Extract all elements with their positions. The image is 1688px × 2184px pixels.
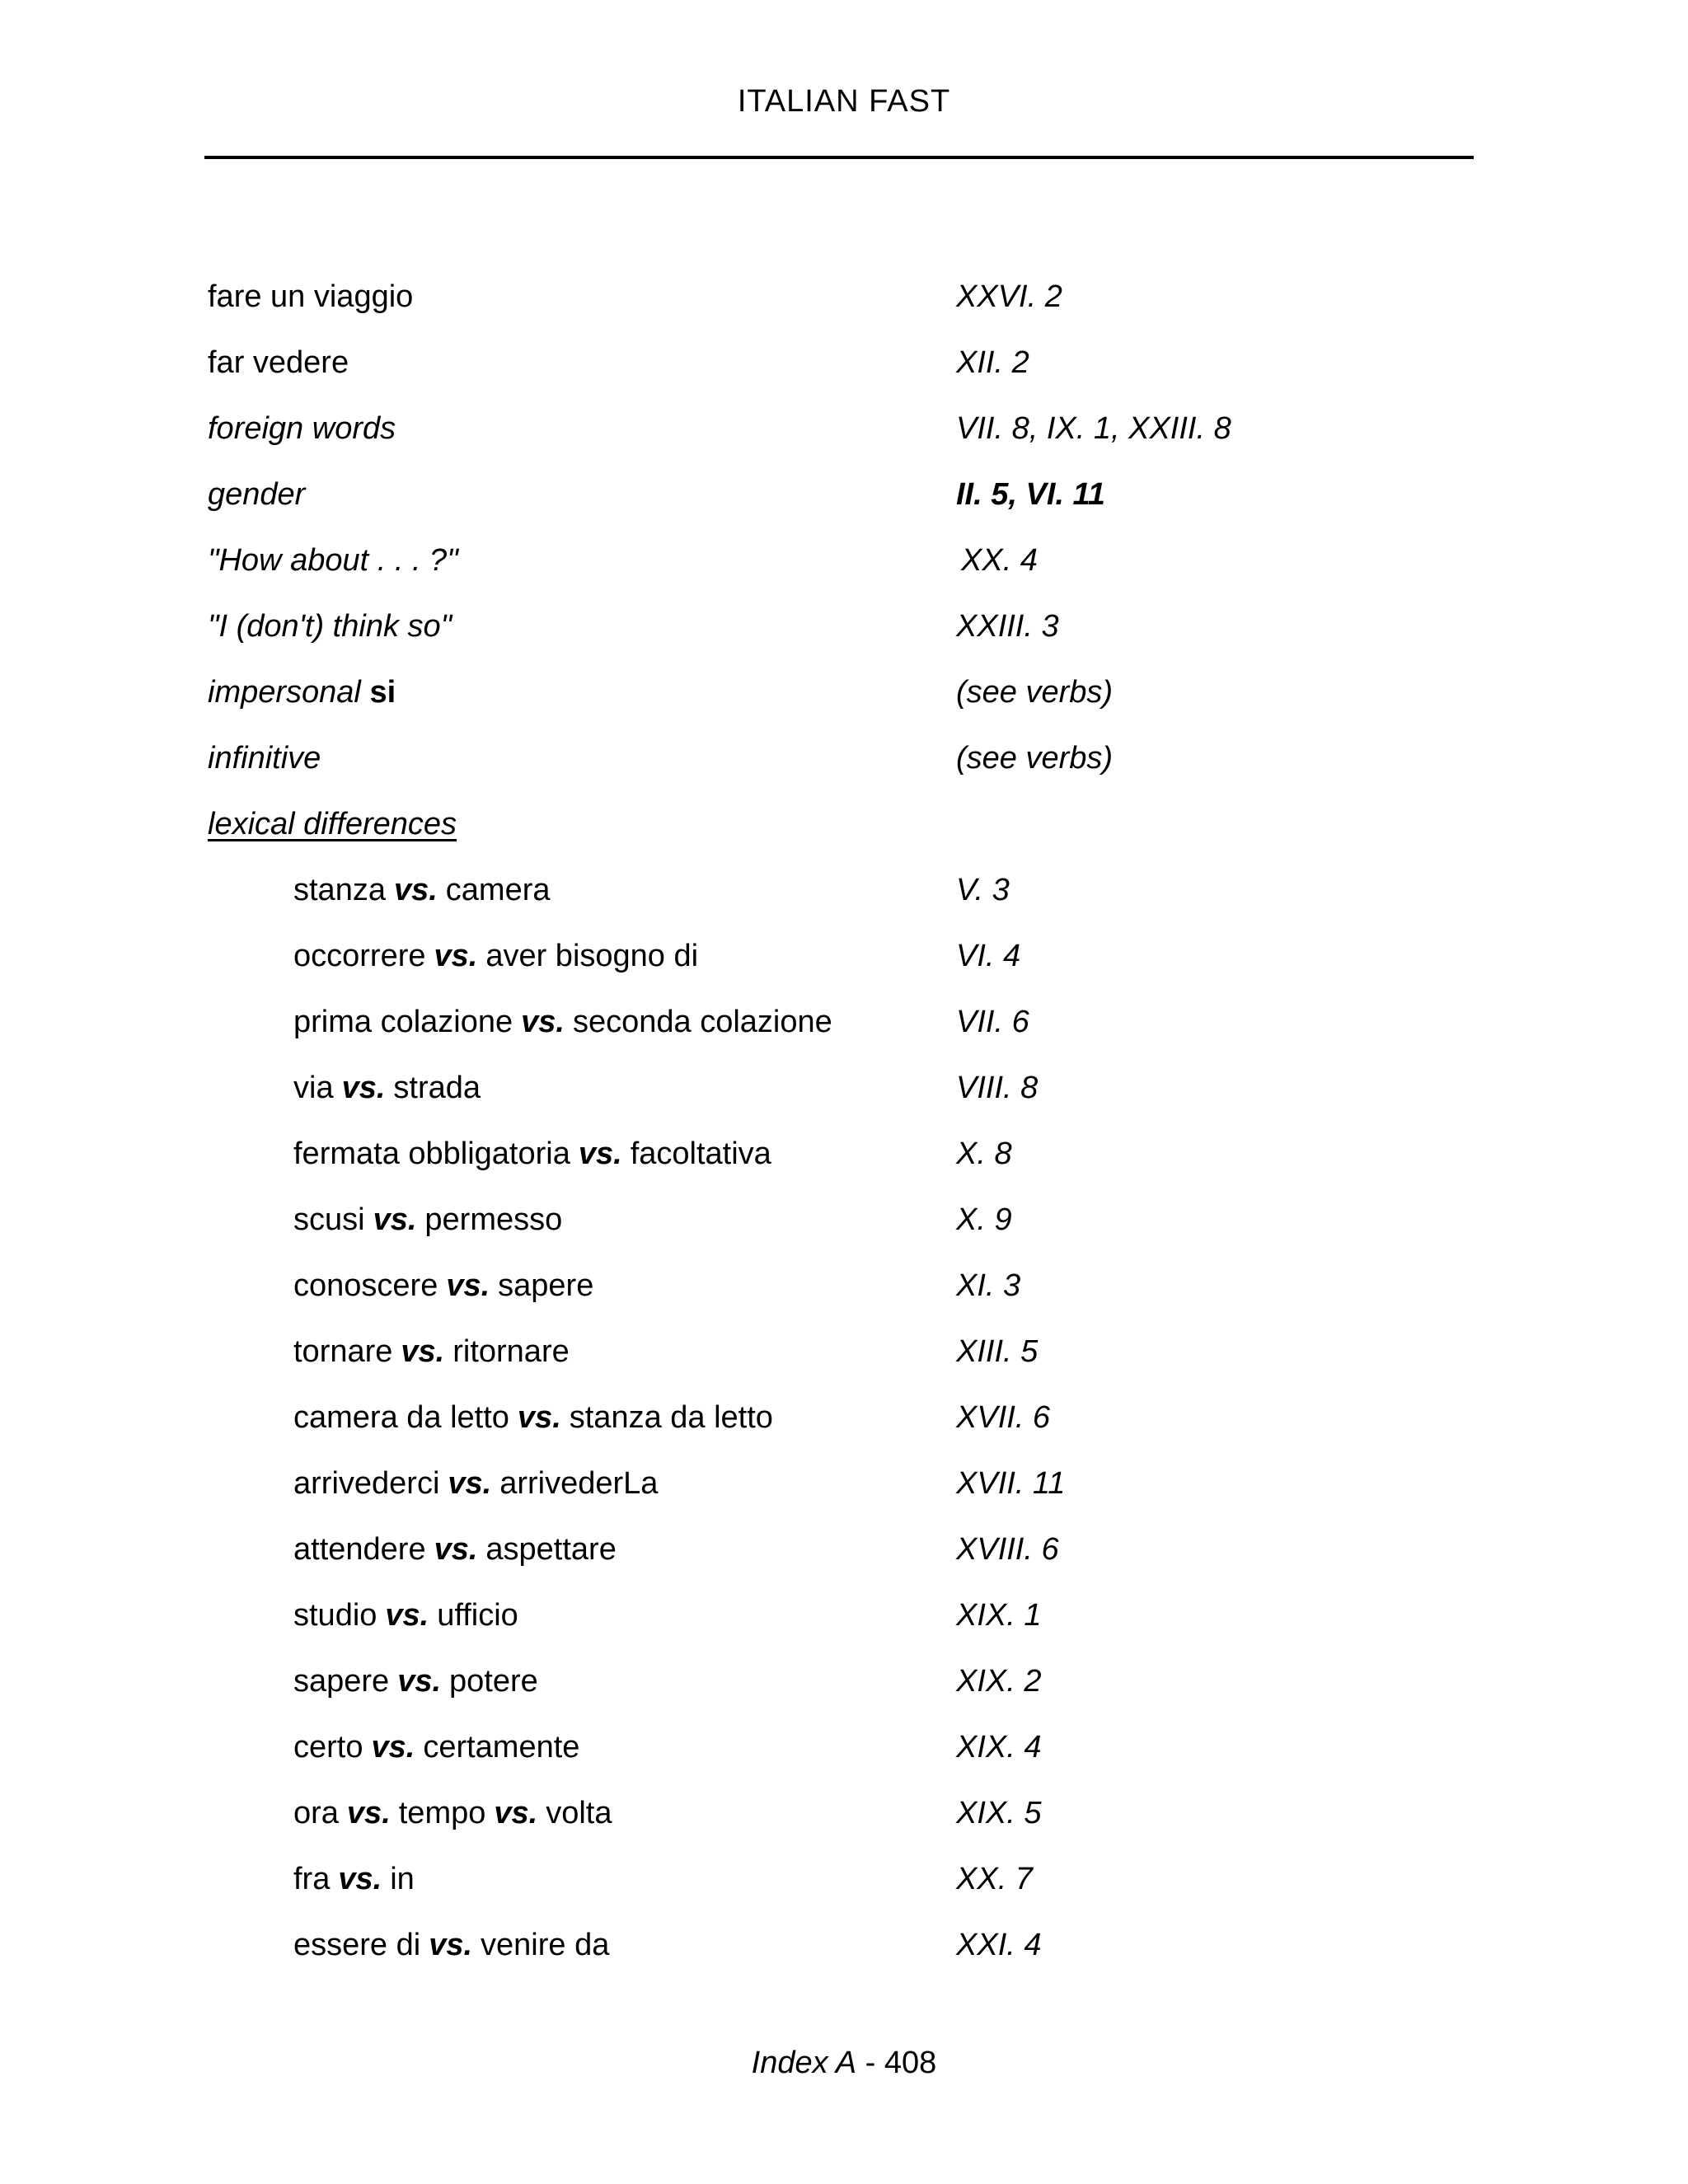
entry-reference: XIII. 5 (956, 1334, 1039, 1369)
term-a: fra (293, 1862, 331, 1896)
term-a: tornare (293, 1334, 393, 1369)
vs-label: vs. (346, 1796, 391, 1830)
lexical-pair (293, 931, 698, 981)
entry-reference: VIII. 8 (956, 1071, 1039, 1105)
entry-reference: V. 3 (956, 873, 1010, 907)
term-b: strada (393, 1071, 481, 1105)
term-a: attendere (293, 1532, 426, 1567)
lexical-pair (293, 1657, 538, 1706)
vs-label: vs. (371, 1730, 415, 1765)
vs-label: vs. (397, 1664, 442, 1699)
lexical-pair (293, 1459, 658, 1508)
index-entry (0, 602, 1688, 651)
term-b: aspettare (485, 1532, 617, 1567)
lexical-pair (293, 1854, 415, 1904)
entry-reference: XII. 2 (956, 345, 1029, 380)
vs-label: vs. (578, 1137, 622, 1171)
entry-reference: XIX. 2 (956, 1664, 1042, 1699)
lexical-entry (0, 1393, 1688, 1442)
lexical-entry (0, 1063, 1688, 1113)
term-a: scusi (293, 1202, 365, 1237)
term-b: stanza da letto (569, 1400, 773, 1435)
vs-label: vs. (494, 1796, 538, 1830)
index-entry (0, 272, 1688, 321)
lexical-pair (293, 1788, 612, 1838)
lexical-entry (0, 865, 1688, 915)
header-divider (204, 156, 1474, 159)
term-a: fermata obbligatoria (293, 1137, 570, 1171)
term-b: aver bisogno di (485, 939, 699, 973)
vs-label: vs. (338, 1862, 382, 1896)
entry-reference: XVII. 11 (956, 1466, 1066, 1501)
entry-reference: VII. 8, IX. 1, XXIII. 8 (956, 411, 1231, 446)
lexical-entry (0, 1261, 1688, 1310)
term-b: tempo (398, 1796, 486, 1830)
index-entry (0, 404, 1688, 453)
page-header-title: ITALIAN FAST (737, 84, 951, 119)
term-a: sapere (293, 1664, 390, 1699)
term-b: facoltativa (630, 1137, 771, 1171)
vs-label: vs. (521, 1005, 565, 1039)
page-number: 408 (884, 2046, 937, 2080)
entry-term: foreign words (208, 411, 396, 446)
term-a: studio (293, 1598, 377, 1633)
term-a: ora (293, 1796, 339, 1830)
term-a: via (293, 1071, 334, 1105)
entry-reference: XIX. 4 (956, 1730, 1042, 1765)
lexical-entry (0, 1591, 1688, 1640)
term-b: permesso (424, 1202, 563, 1237)
term-a: arrivederci (293, 1466, 440, 1501)
entry-reference: VI. 4 (956, 939, 1021, 973)
lexical-pair (293, 1393, 773, 1442)
lexical-entry (0, 1788, 1688, 1838)
entry-reference: X. 8 (956, 1137, 1012, 1171)
entry-reference: II. 5, VI. 11 (956, 477, 1105, 512)
lexical-entry (0, 1129, 1688, 1179)
entry-reference: XX. 4 (961, 543, 1038, 578)
entry-reference: XVIII. 6 (956, 1532, 1059, 1567)
term-a: occorrere (293, 939, 426, 973)
vs-label: vs. (341, 1071, 386, 1105)
entry-term-suffix: si (369, 675, 396, 710)
page-footer (0, 2044, 1688, 2082)
lexical-pair (293, 1327, 570, 1376)
entry-reference: XI. 3 (956, 1268, 1021, 1303)
lexical-entry (0, 1195, 1688, 1244)
term-a: stanza (293, 873, 386, 907)
index-entry (0, 668, 1688, 717)
lexical-pair (293, 1129, 771, 1179)
vs-label: vs. (448, 1466, 492, 1501)
term-b: certamente (423, 1730, 580, 1765)
lexical-pair (293, 997, 832, 1047)
entry-reference: XX. 7 (956, 1862, 1033, 1896)
entry-term: "I (don't) think so" (208, 609, 452, 644)
lexical-pair (293, 1261, 593, 1310)
entry-reference: XIX. 5 (956, 1796, 1042, 1830)
term-b: potere (449, 1664, 538, 1699)
index-entry (0, 536, 1688, 585)
vs-label: vs. (517, 1400, 561, 1435)
entry-reference: XVII. 6 (956, 1400, 1051, 1435)
vs-label: vs. (393, 873, 438, 907)
index-entry (0, 733, 1688, 783)
lexical-entry (0, 1327, 1688, 1376)
index-entry (0, 338, 1688, 387)
index-entry (0, 470, 1688, 519)
footer-separator: - (856, 2046, 884, 2080)
index-section-heading (0, 799, 1688, 849)
entry-reference: (see verbs) (956, 741, 1114, 776)
lexical-pair (293, 1063, 481, 1113)
vs-label: vs. (401, 1334, 445, 1369)
entry-term: gender (208, 477, 306, 512)
vs-label: vs. (373, 1202, 417, 1237)
entry-term: far vedere (208, 345, 349, 380)
term-b: camera (445, 873, 551, 907)
lexical-pair (293, 1920, 609, 1970)
lexical-pair (293, 1195, 562, 1244)
entry-reference: VII. 6 (956, 1005, 1029, 1039)
term-b: seconda colazione (572, 1005, 832, 1039)
lexical-entry (0, 997, 1688, 1047)
entry-term: infinitive (208, 741, 321, 776)
vs-label: vs. (429, 1928, 473, 1962)
term-a: conoscere (293, 1268, 438, 1303)
lexical-pair (293, 1525, 617, 1574)
entry-reference: X. 9 (956, 1202, 1012, 1237)
lexical-entry (0, 1854, 1688, 1904)
lexical-entry (0, 1657, 1688, 1706)
lexical-entry (0, 1459, 1688, 1508)
lexical-entry (0, 1920, 1688, 1970)
term-b: in (390, 1862, 415, 1896)
term-b: arrivederLa (499, 1466, 659, 1501)
term-a: essere di (293, 1928, 421, 1962)
entry-reference: XXI. 4 (956, 1928, 1042, 1962)
term-a: camera da letto (293, 1400, 509, 1435)
lexical-entry (0, 1722, 1688, 1772)
entry-reference: XXIII. 3 (956, 609, 1059, 644)
term-a: prima colazione (293, 1005, 513, 1039)
entry-term: fare un viaggio (208, 279, 414, 314)
term-b: ufficio (437, 1598, 518, 1633)
vs-label: vs. (434, 939, 478, 973)
vs-label: vs. (385, 1598, 429, 1633)
footer-label: Index A (751, 2046, 857, 2080)
lexical-pair (293, 1722, 579, 1772)
lexical-entry (0, 1525, 1688, 1574)
term-b: venire da (481, 1928, 610, 1962)
term-b: sapere (498, 1268, 594, 1303)
entry-reference: XIX. 1 (956, 1598, 1042, 1633)
term-c: volta (546, 1796, 612, 1830)
entry-reference: (see verbs) (956, 675, 1114, 710)
entry-term: impersonal (208, 675, 361, 710)
vs-label: vs. (434, 1532, 478, 1567)
entry-term: "How about . . . ?" (208, 543, 458, 578)
term-a: certo (293, 1730, 363, 1765)
entry-term-group (208, 668, 396, 717)
section-heading-lexical-differences: lexical differences (208, 807, 457, 841)
vs-label: vs. (446, 1268, 490, 1303)
term-b: ritornare (452, 1334, 570, 1369)
entry-reference: XXVI. 2 (956, 279, 1062, 314)
lexical-entry (0, 931, 1688, 981)
lexical-pair (293, 865, 551, 915)
lexical-pair (293, 1591, 518, 1640)
